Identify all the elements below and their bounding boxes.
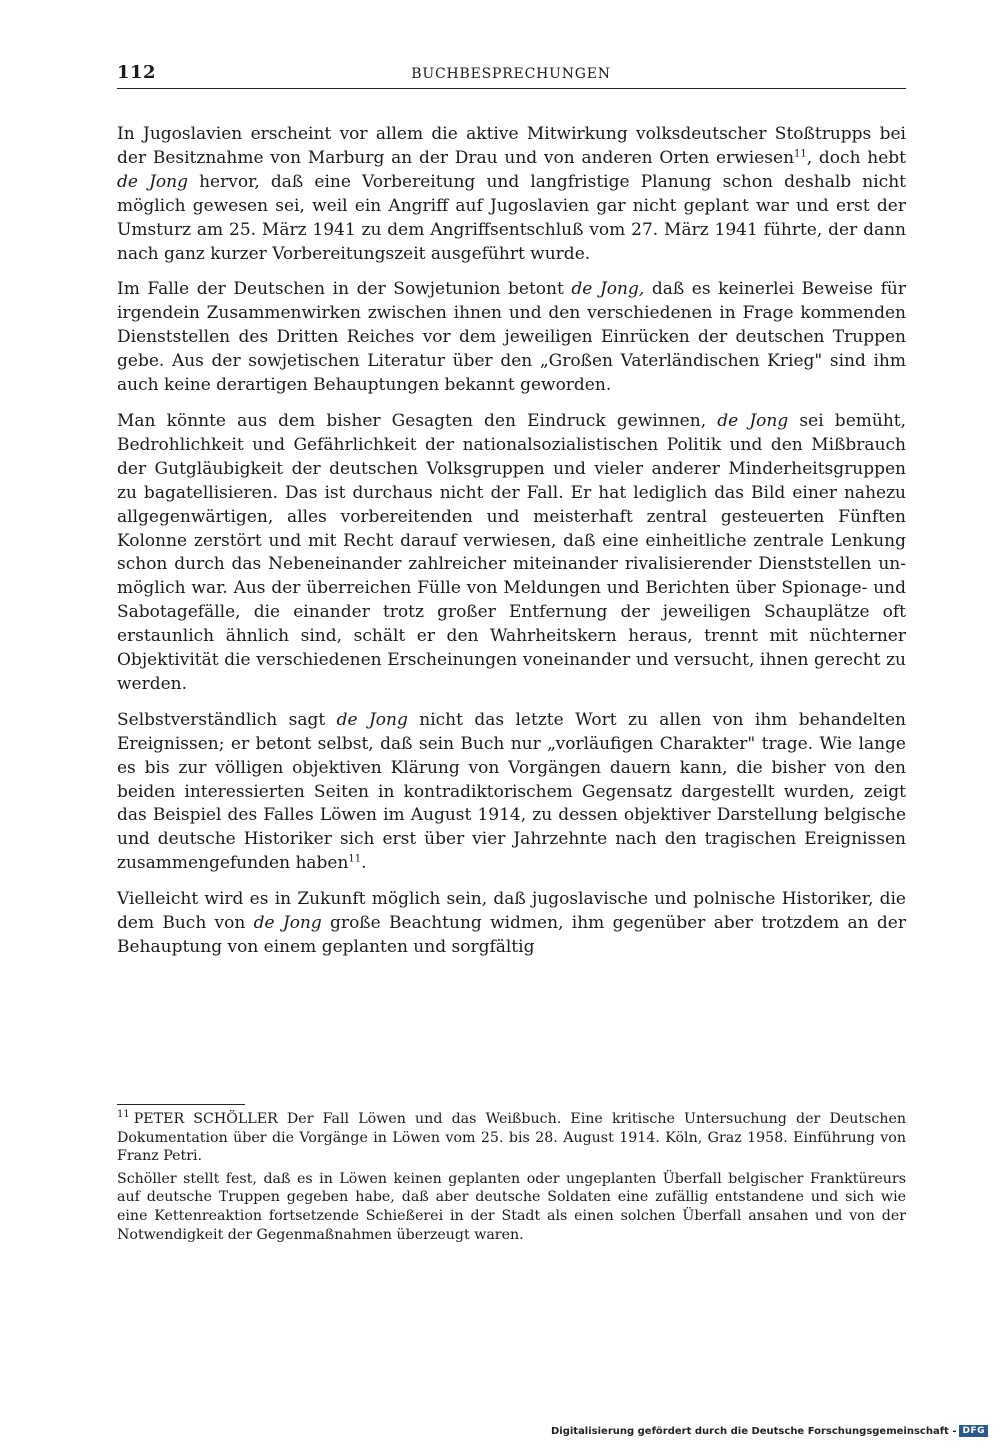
paragraph-4-text-b: nicht das letzte Wort zu allen von ihm behandelten Ereignissen; er betont selbst, daß sein Buch nur „vorläufigen Charakter" trage. Wie lange es bis zur völligen objektiven Klärung von Vorgängen dauern kann, die bisher von den beiden interessierten Seiten in kontradiktorischem Gegensatz dargestellt wurden, zeigt das Beispiel des Falles Löwen im August 1914, zu dessen objektiver Darstellung belgische und deutsche Historiker sich erst über vier Jahrzehnte nach den tragischen Ereignissen zusammengefunden haben: [117, 709, 907, 874]
paragraph-1-text-a: In Jugoslavien erscheint vor allem die aktive Mitwirkung volksdeutscher Stoßtrupps bei der Besitznahme von Marburg an der Drau und von anderen Orten erwiesen: [117, 124, 906, 168]
paragraph-2: [117, 278, 906, 398]
author-name: de Jong: [253, 913, 322, 934]
paragraph-5-text-a: Vielleicht wird es in Zukunft möglich sein, daß jugoslavische und polnische Historiker, die dem Buch von: [117, 889, 906, 934]
author-name: de Jong: [717, 410, 789, 431]
paragraph-4-text-a: Selbstverständlich sagt: [117, 709, 337, 730]
footnote-1-text: PETER SCHÖLLER Der Fall Löwen und das Weißbuch. Eine kritische Untersuchung der Deutschen Dokumentation über die Vorgänge in Löwen vom 25. bis 28. August 1914. Köln, Graz 1958. Einführung von Franz Petri.: [117, 1111, 906, 1165]
footnote-ref: 11: [794, 148, 807, 160]
paragraph-5-text-b: große Beachtung widmen, ihm gegenüber aber trotzdem an der Behauptung von einem geplanten und sorgfältig: [117, 913, 906, 957]
paragraph-3-text-a: Man könnte aus dem bisher Gesagten den Eindruck gewinnen,: [117, 410, 718, 431]
paragraph-1-text-c: hervor, daß eine Vorbereitung und langfristige Planung schon deshalb nicht möglich gewesen sei, weil ein Angriff auf Jugoslavien gar nicht geplant war und erst der Umsturz am 25. März 1941 zu dem Angriffsentschluß vom 27. März 1941 führte, der dann nach ganz kurzer Vorbereitungszeit ausgeführt wurde.: [117, 171, 906, 264]
author-name: de Jong: [336, 709, 408, 730]
running-title: BUCHBESPRECHUNGEN: [411, 66, 611, 82]
footnotes: [117, 1110, 906, 1248]
paragraph-5: [117, 888, 906, 960]
footnote-1: [117, 1110, 906, 1166]
running-header: [117, 62, 906, 89]
paragraph-4: [117, 709, 906, 876]
credit-text: Digitalisierung gefördert durch die Deutsche Forschungsgemeinschaft -: [550, 1425, 957, 1437]
footnote-number: 11: [117, 1109, 130, 1121]
paragraph-3-text-b: sei bemüht, Bedrohlichkeit und Gefährlichkeit der nationalsozialistischen Politik und den Mißbrauch der Gutgläubigkeit der deutschen Volksgruppen und vieler anderer Minderheitsgruppen zu bagatellisieren. Das ist durchaus nicht der Fall. Er hat lediglich das Bild einer nahezu allgegenwärtigen, alles vorbereitenden und meisterhaft zentral gesteuerten Fünften Kolonne zerstört und mit Recht darauf verwiesen, daß eine einheitliche zentrale Lenkung schon durch das Nebeneinander zahlreicher miteinander rivalisierender Dienststellen unmöglich war. Aus der überreichen Fülle von Meldungen und Berichten über Spionage- und Sabotagefälle, die einander trotz großer Entfernung der jeweiligen Schauplätze oft erstaunlich ähnlich sind, schält er den Wahrheitskern heraus, trennt mit nüchterner Objektivität die verschiedenen Erscheinungen voneinander und versucht, ihnen gerecht zu werden.: [117, 410, 907, 694]
paragraph-4-text-c: .: [361, 853, 367, 874]
page-number: 112: [117, 62, 157, 83]
digitization-credit: [551, 1425, 988, 1437]
paragraph-2-text-b: daß es keinerlei Beweise für irgendein Zusammenwirken zwischen ihnen und den verschiedenen in Frage kommenden Dienststellen des Dritten Reiches vor dem jeweiligen Einrücken der deutschen Truppen gebe. Aus der sowjetischen Literatur über den „Großen Vaterländischen Krieg" sind ihm auch keine derartigen Behauptungen bekannt geworden.: [117, 279, 906, 396]
paragraph-2-text-a: Im Falle der Deutschen in der Sowjetunion betont: [117, 279, 572, 300]
paragraph-3: [117, 410, 906, 697]
author-name: de Jong: [117, 171, 188, 192]
footnote-ref: 11: [348, 853, 362, 865]
paragraph-1: [117, 123, 906, 266]
body-text: [117, 123, 906, 960]
dfg-logo: DFG: [959, 1425, 988, 1437]
paragraph-1-text-b: , doch hebt: [806, 147, 906, 168]
author-name: de Jong,: [571, 279, 645, 300]
footnote-2: Schöller stellt fest, daß es in Löwen keinen geplanten oder ungeplanten Überfall belgischer Franktüreurs auf deutsche Truppen gegeben habe, daß aber deutsche Soldaten eine zufällig entstandene und sich wie eine Kettenreaktion fortsetzende Schießerei in der Stadt als einen solchen Überfall ansahen und von der Notwendigkeit der Gegenmaßnahmen überzeugt waren.: [117, 1170, 906, 1243]
footnote-divider: [117, 1104, 245, 1105]
page: [117, 62, 906, 970]
